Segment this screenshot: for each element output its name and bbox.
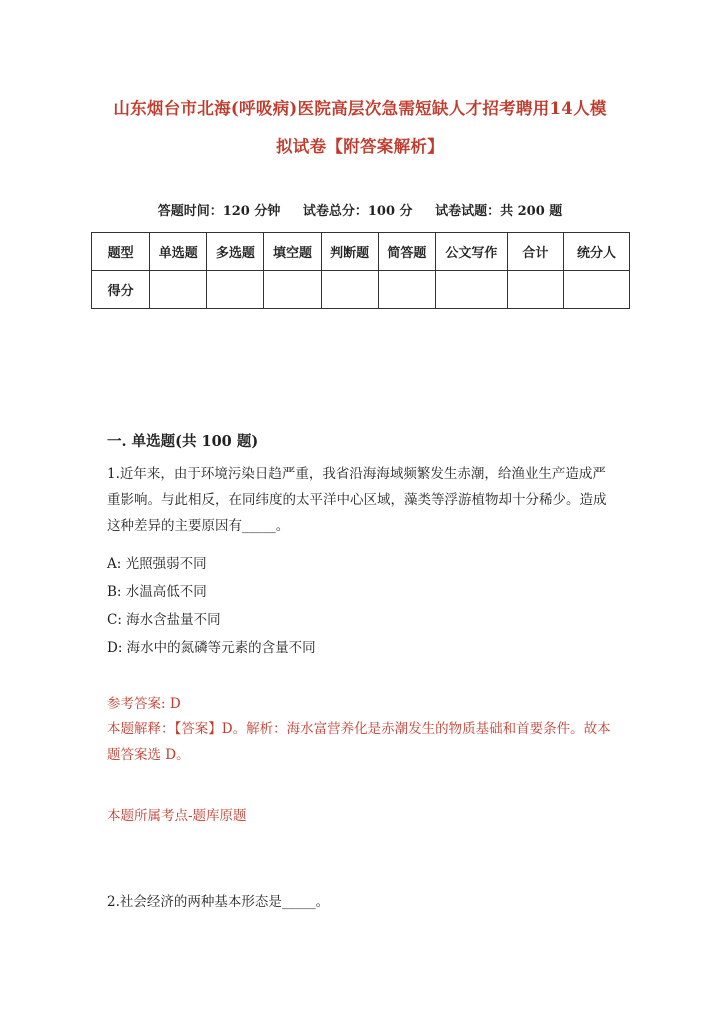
score-cell bbox=[378, 271, 435, 309]
document-title-line-1: 山东烟台市北海(呼吸病)医院高层次急需短缺人才招考聘用14人模 bbox=[113, 99, 607, 118]
header-cell: 填空题 bbox=[264, 233, 321, 271]
score-cell bbox=[150, 271, 207, 309]
question-1-knowledge-point: 本题所属考点-题库原题 bbox=[107, 808, 247, 824]
header-cell: 统分人 bbox=[563, 233, 629, 271]
question-1-option-b: B: 水温高低不同 bbox=[107, 584, 207, 600]
header-cell: 公文写作 bbox=[435, 233, 507, 271]
question-1-explanation: 本题解释：【答案】D。解析：海水富营养化是赤潮发生的物质基础和首要条件。故本题答案选 D。 bbox=[107, 721, 611, 763]
question-1-option-a: A: 光照强弱不同 bbox=[107, 556, 207, 572]
row-label-cell: 得分 bbox=[92, 271, 150, 309]
document-title-line-2: 拟试卷【附答案解析】 bbox=[276, 137, 444, 156]
score-table-score-row bbox=[92, 271, 630, 309]
header-cell: 简答题 bbox=[378, 233, 435, 271]
score-cell bbox=[435, 271, 507, 309]
exam-total-score: 试卷总分：100 分 bbox=[302, 204, 413, 219]
score-table-header-row bbox=[92, 233, 630, 271]
question-1-text: 1.近年来，由于环境污染日趋严重，我省沿海海域频繁发生赤潮，给渔业生产造成严重影响。与此相反，在同纬度的太平洋中心区域，藻类等浮游植物却十分稀少。造成这种差异的主要原因有_____。 bbox=[107, 466, 607, 534]
score-table bbox=[91, 232, 630, 309]
score-cell bbox=[563, 271, 629, 309]
header-cell: 题型 bbox=[92, 233, 150, 271]
exam-time: 答题时间：120 分钟 bbox=[157, 204, 281, 219]
exam-question-count: 试卷试题：共 200 题 bbox=[435, 204, 563, 219]
question-1-option-d: D: 海水中的氮磷等元素的含量不同 bbox=[107, 640, 316, 656]
question-1-option-c: C: 海水含盐量不同 bbox=[107, 612, 221, 628]
header-cell: 多选题 bbox=[207, 233, 264, 271]
question-2-text: 2.社会经济的两种基本形态是_____。 bbox=[107, 894, 330, 910]
score-cell bbox=[507, 271, 563, 309]
score-cell bbox=[207, 271, 264, 309]
score-cell bbox=[264, 271, 321, 309]
section-title: 一. 单选题(共 100 题) bbox=[107, 433, 259, 450]
header-cell: 单选题 bbox=[150, 233, 207, 271]
question-1-answer: 参考答案: D bbox=[107, 696, 181, 712]
score-cell bbox=[321, 271, 378, 309]
exam-meta bbox=[0, 200, 720, 219]
header-cell: 判断题 bbox=[321, 233, 378, 271]
header-cell: 合计 bbox=[507, 233, 563, 271]
